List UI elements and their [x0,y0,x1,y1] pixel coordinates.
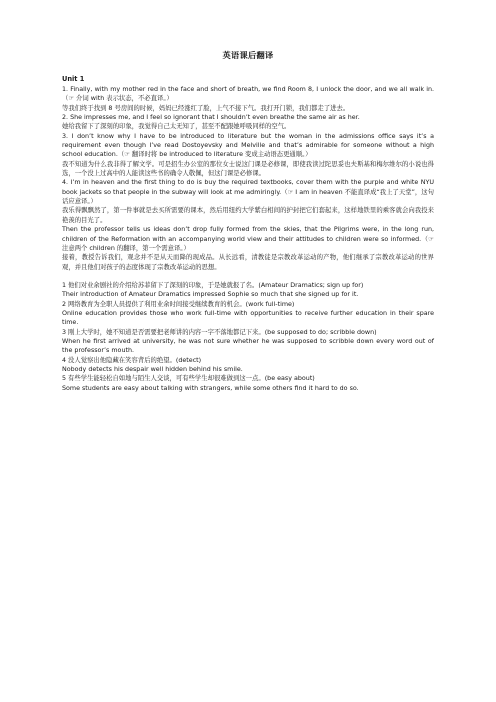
passage-chinese: 她给我留下了深刻的印象，我觉得自己太无知了，甚至不配跟她呼吸同样的空气。 [62,123,291,131]
exercise-item [62,300,434,328]
exercise-answer: Online education provides those who work full-time with opportunities to receive further education in their spare time. [62,309,434,327]
passage-chinese: 我不知道为什么我非得了解文学。可是招生办公室的那位女士说这门课是必修课，即使我读过陀思妥也夫斯基和梅尔维尔的小说也得选，一个没上过高中的人能读这些书的确令人敬佩，但这门课是必修课。 [62,160,434,178]
unit-heading: Unit 1 [62,75,85,83]
exercise-answer: Some students are easy about talking with strangers, while some others find it hard to do so. [62,384,359,392]
section-gap [62,272,434,281]
document-page [62,50,434,393]
passage-english: 2. She impresses me, and I feel so ignorant that I shouldn’t even breathe the same air as her. [62,114,360,122]
exercise-answer: Nobody detects his despair well hidden behind his smile. [62,365,243,373]
exercise-item [62,356,434,375]
passage-chinese: 接着，教授告诉我们，观念并不是从天而降的现成品。从长远看，清教徒是宗教改革运动的产物，他们继承了宗教改革运动的世界观，并且他们对孩子的态度体现了宗教改革运动的思想。 [62,254,434,271]
exercise-answer: Their introduction of Amateur Dramatics impressed Sophie so much that she signed up for it. [62,291,359,299]
exercise-prompt: 4 没人觉察出他隐藏在笑容背后的绝望。(detect) [62,356,202,364]
exercise-item [62,374,434,393]
document-title: 英语课后翻译 [222,50,274,60]
exercise-answer: When he first arrived at university, he was not sure whether he was supposed to scribble down every word out of the professor’s mouth. [62,337,434,355]
passage-english: 1. Finally, with my mother red in the face and short of breath, we find Room 8, I unlock the door, and we all walk in.（☞ 介词 with 表示状态，不必直译。） [62,86,434,103]
passage-list [62,85,434,272]
exercise-item [62,328,434,356]
exercise-prompt: 5 有些学生能轻松自如地与陌生人交谈，可有些学生却很难做到这一点。(be easy about) [62,375,315,383]
exercise-item [62,281,434,300]
passage-english: 3. I don’t know why I have to be introduced to literature but the woman in the admissions office says it’s a requirement even though I’ve read Dostoyevsky and Melville and that’s admirable for someone without a high school education.（☞ 翻译时将 be introduced to literature 变成主动语态更通顺。） [62,132,434,159]
exercise-prompt: 2 网络教育为全职人员提供了利用业余时间接受继续教育的机会。(work full-time) [62,300,295,308]
exercise-prompt: 1 他们对业余剧社的介绍给苏菲留下了深刻的印象，于是她就报了名。(Amateur Dramatics; sign up for) [62,281,364,289]
passage-item [62,178,434,225]
exercise-prompt: 3 刚上大学时，她不知道是否需要把老师讲的内容一字不落地都记下来。(be supposed to do; scribble down) [62,328,377,336]
passage-item [62,225,434,272]
exercise-list [62,281,434,393]
passage-english: Then the professor tells us ideas don’t drop fully formed from the skies, that the Pilgrims were, in the long run, children of the Reformation with an accompanying world view and their attitudes to children were so informed.（☞ 注意两个 children 的翻译，第一个需意译。） [62,226,434,252]
passage-item [62,132,434,179]
passage-chinese: 我乐得飘飘然了，第一件事就是去买所需要的课本，然后用纽约大学紫白相间的护封把它们套起来，这样地铁里的乘客就会向我投来艳羡的目光了。 [62,207,434,224]
passage-chinese: 等我们终于找到 8 号房间的时候，妈妈已经涨红了脸，上气不接下气。我打开门锁，我们都走了进去。 [62,104,350,112]
passage-english: 4. I’m in heaven and the first thing to do is buy the required textbooks, cover them with the purple and white NYU book jackets so that people in the subway will look at me admiringly.（☞ I am in heaven 不能直译成“我上了天堂”，这句话应意译。） [62,179,434,206]
passage-item [62,113,434,132]
passage-item [62,85,434,113]
